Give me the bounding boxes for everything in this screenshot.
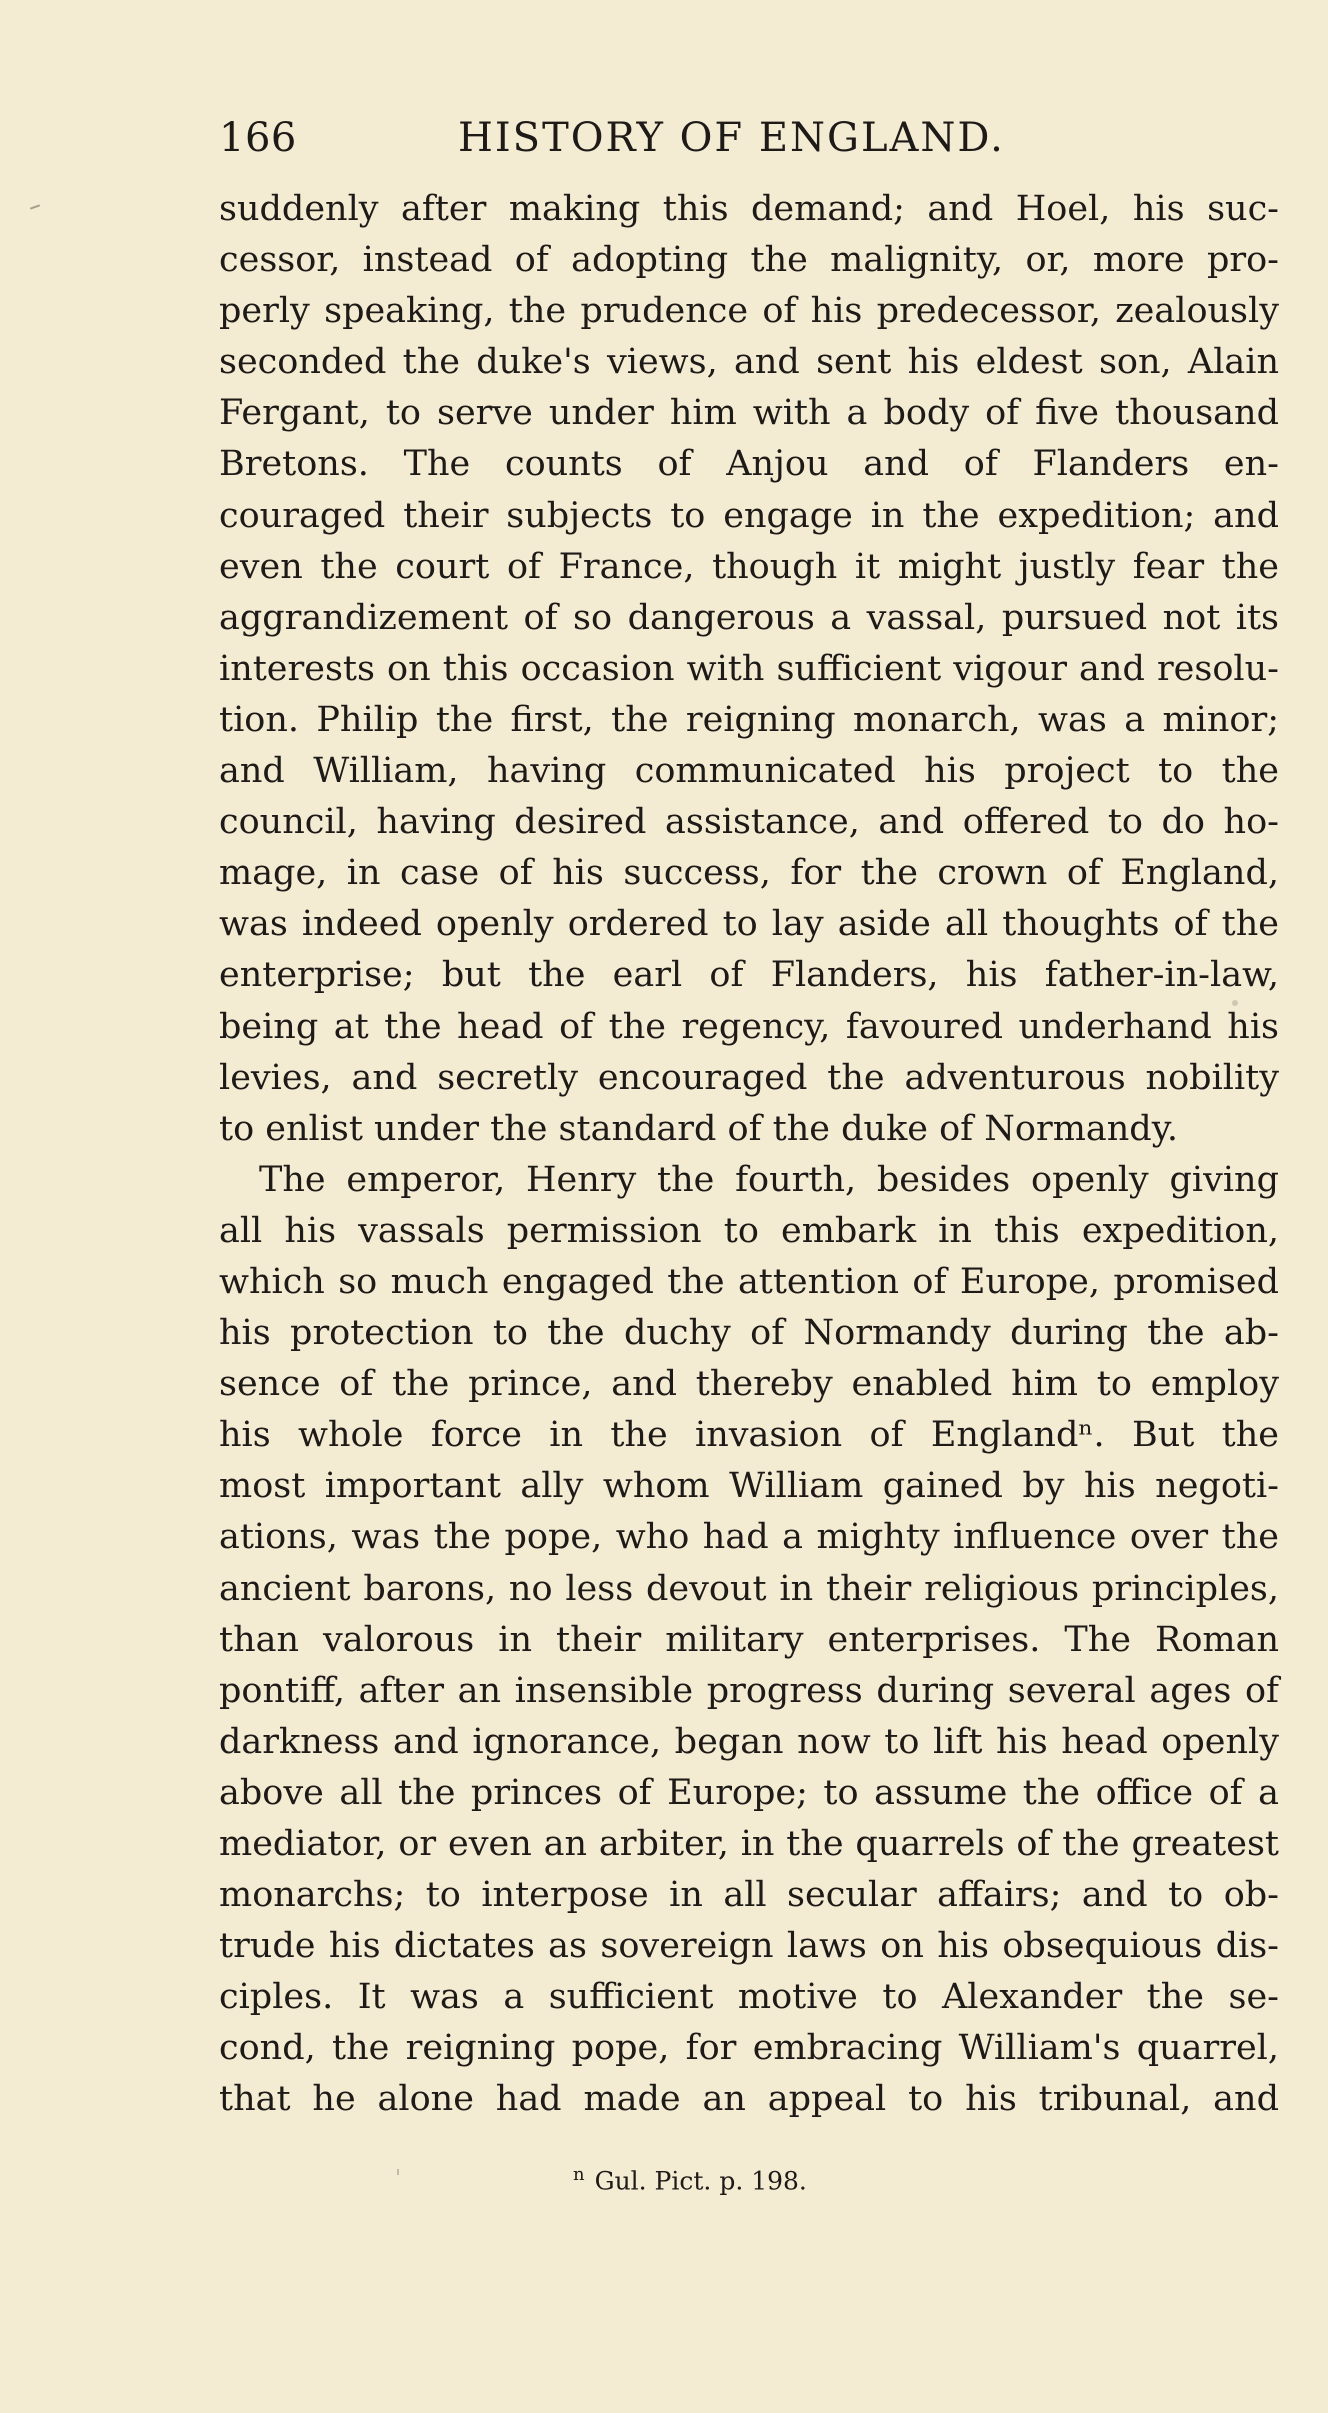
text-line: mage, in case of his success, for the crown of England, (219, 853, 1279, 894)
footnote-text: Gul. Pict. p. 198. (594, 2166, 807, 2196)
text-line: monarchs; to interpose in all secular affairs; and to ob- (219, 1875, 1279, 1916)
print-speck (1232, 1000, 1238, 1006)
footnote (573, 2155, 807, 2201)
text-line: most important ally whom William gained by his negoti- (219, 1466, 1279, 1507)
footnote-marker: n (573, 2164, 585, 2185)
text-line: being at the head of the regency, favoured underhand his (219, 1006, 1279, 1047)
text-line: ancient barons, no less devout in their religious principles, (219, 1568, 1279, 1609)
page-number: 166 (219, 115, 297, 161)
text-line: which so much engaged the attention of Europe, promised (219, 1261, 1279, 1302)
text-line: cessor, instead of adopting the malignity, or, more pro- (219, 240, 1279, 281)
text-line: Fergant, to serve under him with a body of five thousand (219, 393, 1279, 434)
text-line: cond, the reigning pope, for embracing William's quarrel, (219, 2028, 1279, 2069)
running-title: HISTORY OF ENGLAND. (458, 115, 1005, 161)
text-line: trude his dictates as sovereign laws on his obsequious dis- (219, 1926, 1279, 1967)
text-line: even the court of France, though it might justly fear the (219, 546, 1279, 587)
text-line: was indeed openly ordered to lay aside all thoughts of the (219, 904, 1279, 945)
text-line: above all the princes of Europe; to assume the office of a (219, 1772, 1279, 1813)
text-line: aggrandizement of so dangerous a vassal, pursued not its (219, 597, 1279, 638)
text-line: suddenly after making this demand; and Hoel, his suc- (219, 189, 1279, 229)
text-line: darkness and ignorance, began now to lift his head openly (219, 1721, 1279, 1762)
text-line: sence of the prince, and thereby enabled him to employ (219, 1364, 1279, 1405)
page-header (219, 108, 1039, 168)
text-line: levies, and secretly encouraged the adventurous nobility (219, 1057, 1279, 1098)
text-line: pontiff, after an insensible progress during several ages of (219, 1670, 1279, 1711)
text-line: interests on this occasion with sufficient vigour and resolu- (219, 648, 1279, 689)
body-text (219, 184, 1279, 2126)
text-line: seconded the duke's views, and sent his eldest son, Alain (219, 342, 1279, 383)
print-speck (30, 204, 40, 209)
text-line: couraged their subjects to engage in the expedition; and (219, 495, 1279, 536)
text-line: his whole force in the invasion of Englandⁿ. But the (219, 1415, 1279, 1456)
text-line: to enlist under the standard of the duke of Normandy. (219, 1108, 1178, 1149)
print-speck (397, 2169, 399, 2175)
text-line: The emperor, Henry the fourth, besides openly giving (259, 1159, 1279, 1200)
text-line: that he alone had made an appeal to his tribunal, and (219, 2079, 1279, 2120)
text-line: ations, was the pope, who had a mighty influence over the (219, 1517, 1279, 1558)
text-line: all his vassals permission to embark in this expedition, (219, 1210, 1279, 1251)
text-line: mediator, or even an arbiter, in the quarrels of the greatest (219, 1824, 1279, 1864)
text-line: enterprise; but the earl of Flanders, his father-in-law, (219, 955, 1279, 996)
text-line: tion. Philip the first, the reigning monarch, was a minor; (219, 699, 1279, 740)
text-line: council, having desired assistance, and offered to do ho- (219, 802, 1279, 843)
text-line: and William, having communicated his project to the (219, 751, 1279, 792)
text-line: perly speaking, the prudence of his predecessor, zealously (219, 291, 1279, 332)
text-line: ciples. It was a sufficient motive to Alexander the se- (219, 1977, 1279, 2018)
text-line: than valorous in their military enterprises. The Roman (219, 1619, 1279, 1660)
text-line: his protection to the duchy of Normandy during the ab- (219, 1313, 1279, 1354)
text-line: Bretons. The counts of Anjou and of Flanders en- (219, 444, 1279, 485)
